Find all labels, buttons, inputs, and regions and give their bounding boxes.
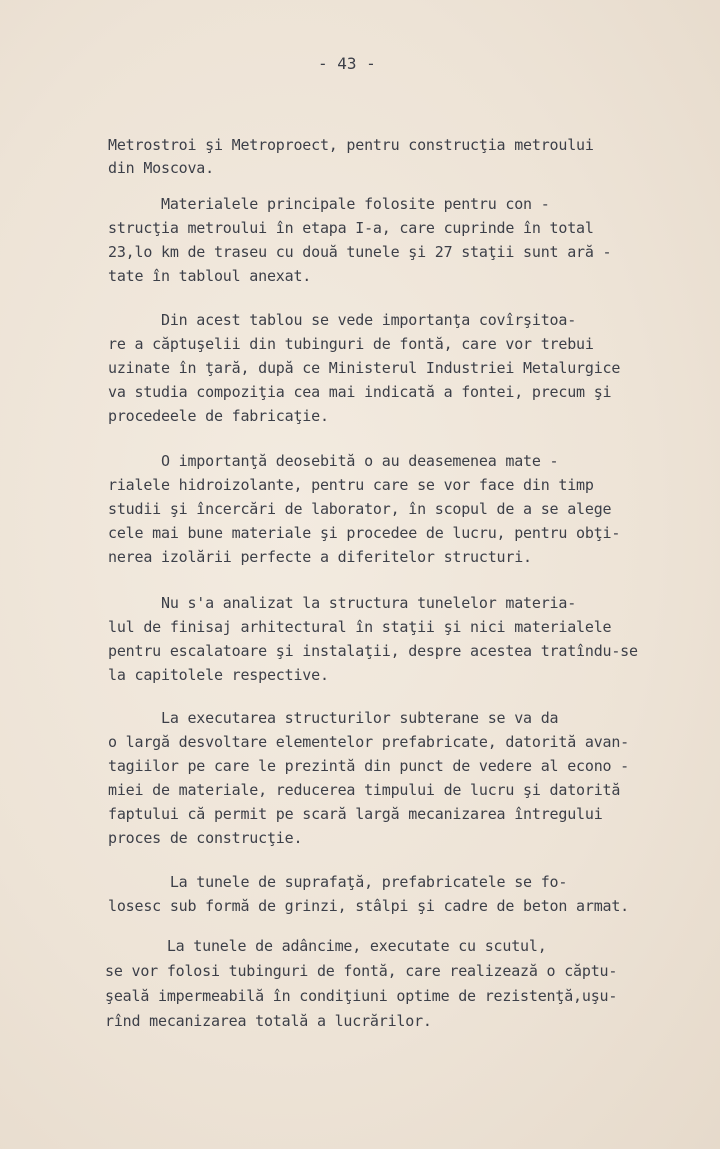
paragraph-line: tagiilor pe care le prezintă din punct de vedere al econo -: [108, 757, 630, 775]
paragraph-line: cele mai bune materiale şi procedee de lucru, pentru obţi-: [108, 524, 621, 542]
page-number: - 43 -: [318, 54, 376, 73]
paragraph-line: miei de materiale, reducerea timpului de lucru şi datorită: [108, 781, 621, 799]
paragraph-line: nerea izolării perfecte a diferitelor structuri.: [108, 548, 532, 566]
paragraph-line: procedeele de fabricaţie.: [108, 407, 329, 425]
paragraph-line: va studia compoziţia cea mai indicată a fontei, precum şi: [108, 383, 612, 401]
paragraph-line: la capitolele respective.: [108, 666, 329, 684]
paragraph-line: faptului că permit pe scară largă mecanizarea întregului: [108, 805, 603, 823]
paragraph-line: La tunele de adâncime, executate cu scutul,: [105, 937, 547, 955]
paragraph-6: [108, 709, 630, 853]
paragraph-line: O importanţă deosebită o au deasemenea mate -: [108, 452, 559, 470]
paragraph-2: [108, 195, 612, 303]
paragraph-3: [108, 311, 621, 437]
paragraph-line: din Moscova.: [108, 159, 214, 177]
paragraph-line: lul de finisaj arhitectural în staţii şi nici materialele: [108, 618, 612, 636]
paragraph-line: o largă desvoltare elementelor prefabricate, datorită avan-: [108, 733, 630, 751]
paragraph-line: La tunele de suprafaţă, prefabricatele se fo-: [108, 873, 568, 891]
paragraph-line: La executarea structurilor subterane se va da: [108, 709, 559, 727]
paragraph-line: tate în tabloul anexat.: [108, 267, 312, 285]
paragraph-5: [108, 594, 638, 702]
paragraph-line: Metrostroi şi Metroproect, pentru construcţia metroului: [108, 136, 594, 154]
paragraph-line: uzinate în ţară, după ce Ministerul Industriei Metalurgice: [108, 359, 621, 377]
paragraph-line: re a căptuşelii din tubinguri de fontă, care vor trebui: [108, 335, 594, 353]
paragraph-line: losesc sub formă de grinzi, stâlpi şi cadre de beton armat.: [108, 897, 630, 915]
paragraph-line: rialele hidroizolante, pentru care se vor face din timp: [108, 476, 594, 494]
paragraph-line: Nu s'a analizat la structura tunelelor materia-: [108, 594, 577, 612]
paragraph-line: pentru escalatoare şi instalaţii, despre acestea tratîndu-se: [108, 642, 638, 660]
paragraph-8: [105, 937, 618, 1045]
paragraph-7: [108, 873, 630, 945]
paragraph-line: strucţia metroului în etapa I-a, care cuprinde în total: [108, 219, 594, 237]
paragraph-4: [108, 452, 621, 578]
paragraph-line: studii şi încercări de laborator, în scopul de a se alege: [108, 500, 612, 518]
paragraph-line: Materialele principale folosite pentru con -: [108, 195, 550, 213]
paragraph-line: se vor folosi tubinguri de fontă, care realizează o căptu-: [105, 962, 618, 980]
paragraph-line: rînd mecanizarea totală a lucrărilor.: [105, 1012, 432, 1030]
paragraph-line: proces de construcţie.: [108, 829, 303, 847]
paragraph-line: 23,lo km de traseu cu două tunele şi 27 staţii sunt ară -: [108, 243, 612, 261]
paragraph-line: Din acest tablou se vede importanţa covîrşitoa-: [108, 311, 577, 329]
paragraph-line: şeală impermeabilă în condiţiuni optime de rezistenţă,uşu-: [105, 987, 618, 1005]
